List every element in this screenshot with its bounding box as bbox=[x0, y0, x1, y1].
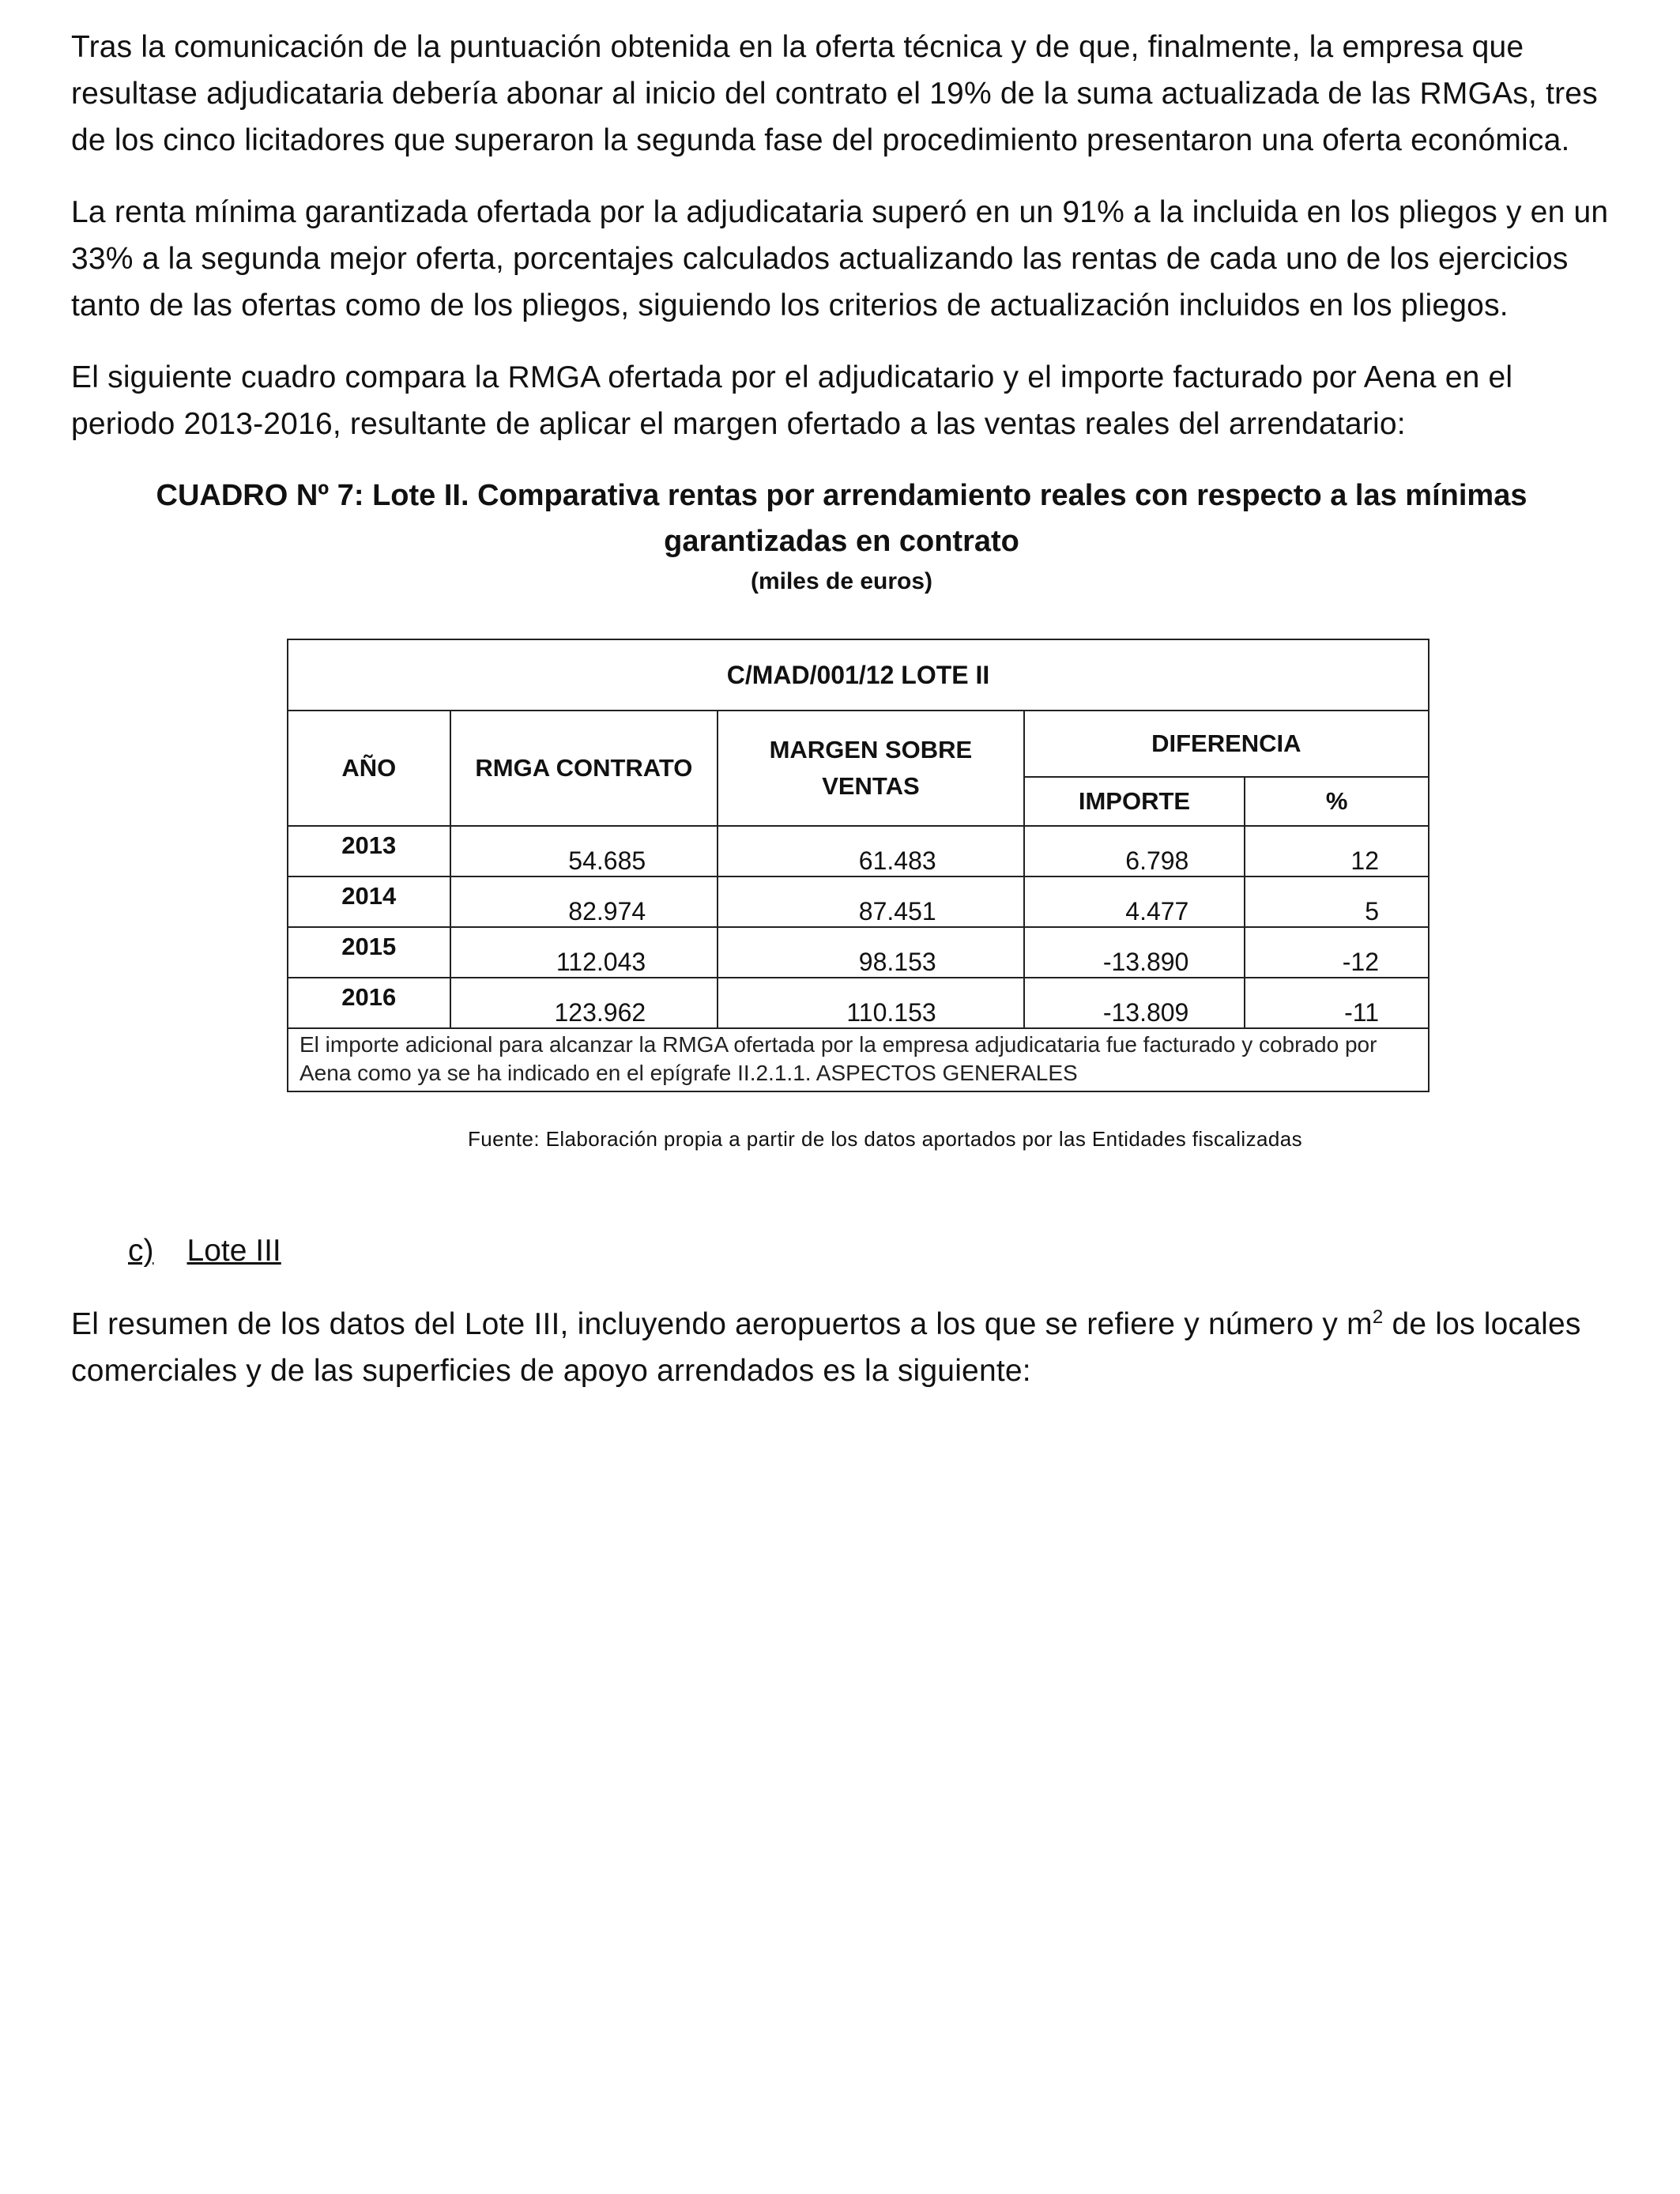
cell-importe: 6.798 bbox=[1024, 826, 1245, 876]
row-year: 2013 bbox=[288, 826, 450, 876]
header-diferencia: DIFERENCIA bbox=[1024, 711, 1429, 777]
header-importe: IMPORTE bbox=[1024, 777, 1245, 826]
row-year: 2015 bbox=[288, 927, 450, 978]
table-caption-units: (miles de euros) bbox=[750, 568, 933, 594]
superscript-two: 2 bbox=[1372, 1306, 1384, 1328]
table-title: C/MAD/001/12 LOTE II bbox=[288, 639, 1429, 711]
cell-rmga: 54.685 bbox=[450, 826, 718, 876]
table-source: Fuente: Elaboración propia a partir de los datos aportados por las Entidades fiscalizadas bbox=[468, 1127, 1302, 1151]
closing-text-part2: de los locales comerciales y de las superficies de apoyo arrendados es la siguiente: bbox=[71, 1307, 1581, 1388]
paragraph-table-intro: El siguiente cuadro compara la RMGA ofertada por el adjudicatario y el importe facturado por Aena en el periodo 2013-2016, resultante de aplicar el margen ofertado a las ventas reales del arrendatario: bbox=[71, 360, 1513, 441]
section-title: Lote III bbox=[186, 1234, 281, 1268]
header-year: AÑO bbox=[288, 711, 450, 826]
cell-importe: 4.477 bbox=[1024, 876, 1245, 927]
closing-text-part1: El resumen de los datos del Lote III, incluyendo aeropuertos a los que se refiere y número y m bbox=[71, 1307, 1373, 1341]
cell-percent: -12 bbox=[1245, 927, 1429, 978]
section-letter: c) bbox=[128, 1234, 154, 1268]
cell-margen: 98.153 bbox=[718, 927, 1023, 978]
paragraph-minimum-rent: La renta mínima garantizada ofertada por la adjudicataria superó en un 91% a la incluida en los pliegos y en un 33% a la segunda mejor oferta, porcentajes calculados actualizando las rentas de cada uno de los ejercicios tanto de las ofertas como de los pliegos, siguiendo los criterios de actualización incluidos en los pliegos. bbox=[71, 195, 1609, 322]
cell-rmga: 82.974 bbox=[450, 876, 718, 927]
cell-importe: -13.809 bbox=[1024, 978, 1245, 1028]
paragraph-lote-iii-summary bbox=[71, 1301, 1612, 1394]
paragraph-offer-communication: Tras la comunicación de la puntuación obtenida en la oferta técnica y de que, finalmente, la empresa que resultase adjudicataria debería abonar al inicio del contrato el 19% de la suma actualizada de las RMGAs, tres de los cinco licitadores que superaron la segunda fase del procedimiento presentaron una oferta económica. bbox=[71, 30, 1598, 157]
header-percent: % bbox=[1245, 777, 1429, 826]
cell-percent: -11 bbox=[1245, 978, 1429, 1028]
row-year: 2016 bbox=[288, 978, 450, 1028]
header-margen-sobre-ventas: MARGEN SOBRE VENTAS bbox=[718, 711, 1023, 826]
comparison-table bbox=[287, 639, 1430, 1092]
cell-margen: 61.483 bbox=[718, 826, 1023, 876]
header-rmga-contrato: RMGA CONTRATO bbox=[450, 711, 718, 826]
cell-importe: -13.890 bbox=[1024, 927, 1245, 978]
table-note: El importe adicional para alcanzar la RMGA ofertada por la empresa adjudicataria fue facturado y cobrado por Aena como ya se ha indicado en el epígrafe II.2.1.1. ASPECTOS GENERALES bbox=[288, 1028, 1429, 1091]
cell-margen: 110.153 bbox=[718, 978, 1023, 1028]
cell-rmga: 112.043 bbox=[450, 927, 718, 978]
cell-margen: 87.451 bbox=[718, 876, 1023, 927]
section-heading bbox=[128, 1227, 1612, 1274]
cell-percent: 5 bbox=[1245, 876, 1429, 927]
cell-rmga: 123.962 bbox=[450, 978, 718, 1028]
document-page bbox=[71, 24, 1612, 1419]
row-year: 2014 bbox=[288, 876, 450, 927]
table-caption-title: CUADRO Nº 7: Lote II. Comparativa rentas por arrendamiento reales con respecto a las mínimas garantizadas en contrato bbox=[156, 479, 1527, 558]
cell-percent: 12 bbox=[1245, 826, 1429, 876]
